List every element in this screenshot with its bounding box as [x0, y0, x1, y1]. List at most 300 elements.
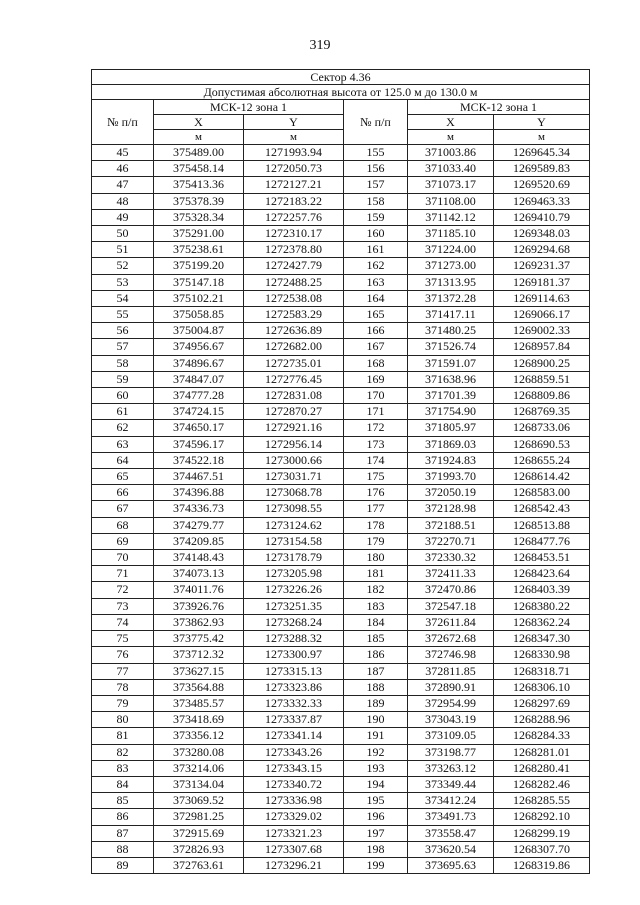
point-number-right: 178: [344, 517, 408, 533]
y-coordinate-right: 1268733.06: [494, 420, 590, 436]
point-number-right: 183: [344, 598, 408, 614]
x-coordinate-right: 371033.40: [408, 161, 494, 177]
point-number-left: 75: [92, 631, 154, 647]
x-coordinate-right: 371142.12: [408, 209, 494, 225]
y-coordinate-left: 1272050.73: [244, 161, 344, 177]
x-coordinate-left: 373564.88: [154, 679, 244, 695]
x-coordinate-right: 373620.54: [408, 841, 494, 857]
point-number-right: 188: [344, 679, 408, 695]
table-row: [92, 226, 590, 242]
x-coordinate-right: 372746.98: [408, 647, 494, 663]
x-coordinate-right: 373349.44: [408, 776, 494, 792]
y-coordinate-right: 1268614.42: [494, 469, 590, 485]
y-coordinate-right: 1269294.68: [494, 242, 590, 258]
table-row: [92, 209, 590, 225]
x-coordinate-right: 371480.25: [408, 323, 494, 339]
table-row: [92, 712, 590, 728]
point-number-left: 59: [92, 371, 154, 387]
x-coordinate-left: 373069.52: [154, 793, 244, 809]
x-coordinate-right: 372128.98: [408, 501, 494, 517]
y-coordinate-left: 1273251.35: [244, 598, 344, 614]
point-number-left: 67: [92, 501, 154, 517]
coordinates-table: [91, 69, 590, 874]
table-row: [92, 614, 590, 630]
table-row: [92, 663, 590, 679]
y-coordinate-left: 1272735.01: [244, 355, 344, 371]
point-number-left: 45: [92, 145, 154, 161]
table-row: [92, 647, 590, 663]
point-number-left: 82: [92, 744, 154, 760]
x-coordinate-right: 371924.83: [408, 452, 494, 468]
point-number-right: 173: [344, 436, 408, 452]
y-coordinate-right: 1268583.00: [494, 485, 590, 501]
point-number-left: 63: [92, 436, 154, 452]
table-row: [92, 436, 590, 452]
x-coordinate-left: 374279.77: [154, 517, 244, 533]
x-coordinate-left: 375058.85: [154, 307, 244, 323]
y-coordinate-right: 1268307.70: [494, 841, 590, 857]
y-coordinate-left: 1273154.58: [244, 533, 344, 549]
x-coordinate-left: 373356.12: [154, 728, 244, 744]
y-coordinate-right: 1269066.17: [494, 307, 590, 323]
x-coordinate-left: 373418.69: [154, 712, 244, 728]
x-coordinate-left: 373134.04: [154, 776, 244, 792]
x-coordinate-right: 373558.47: [408, 825, 494, 841]
y-coordinate-left: 1273329.02: [244, 809, 344, 825]
table-row: [92, 744, 590, 760]
y-coordinate-right: 1268306.10: [494, 679, 590, 695]
table-row: [92, 857, 590, 873]
x-coordinate-right: 371224.00: [408, 242, 494, 258]
y-coordinate-right: 1268859.51: [494, 371, 590, 387]
table-row: [92, 695, 590, 711]
y-coordinate-left: 1273226.26: [244, 582, 344, 598]
point-number-right: 176: [344, 485, 408, 501]
x-coordinate-left: 373862.93: [154, 614, 244, 630]
y-coordinate-left: 1273124.62: [244, 517, 344, 533]
x-coordinate-right: 371417.11: [408, 307, 494, 323]
x-coordinate-left: 374847.07: [154, 371, 244, 387]
y-coordinate-right: 1268330.98: [494, 647, 590, 663]
x-coordinate-right: 372811.85: [408, 663, 494, 679]
table-row: [92, 177, 590, 193]
point-number-left: 71: [92, 566, 154, 582]
x-coordinate-right: 372547.18: [408, 598, 494, 614]
table-row: [92, 145, 590, 161]
x-coordinate-right: 373695.63: [408, 857, 494, 873]
left-y-unit: м: [244, 130, 344, 145]
point-number-right: 156: [344, 161, 408, 177]
table-row: [92, 274, 590, 290]
x-coordinate-right: 371526.74: [408, 339, 494, 355]
x-coordinate-left: 373926.76: [154, 598, 244, 614]
y-coordinate-right: 1268513.88: [494, 517, 590, 533]
point-number-right: 175: [344, 469, 408, 485]
x-coordinate-left: 375328.34: [154, 209, 244, 225]
x-coordinate-left: 375489.00: [154, 145, 244, 161]
right-system-header: МСК-12 зона 1: [408, 100, 590, 115]
point-number-left: 64: [92, 452, 154, 468]
right-y-unit: м: [494, 130, 590, 145]
x-coordinate-left: 375413.36: [154, 177, 244, 193]
point-number-right: 192: [344, 744, 408, 760]
point-number-left: 55: [92, 307, 154, 323]
y-coordinate-right: 1268292.10: [494, 809, 590, 825]
table-row: [92, 631, 590, 647]
x-coordinate-left: 373712.32: [154, 647, 244, 663]
point-number-left: 76: [92, 647, 154, 663]
point-number-left: 46: [92, 161, 154, 177]
point-number-right: 172: [344, 420, 408, 436]
point-number-left: 68: [92, 517, 154, 533]
point-number-right: 182: [344, 582, 408, 598]
y-coordinate-left: 1273323.86: [244, 679, 344, 695]
x-coordinate-left: 374073.13: [154, 566, 244, 582]
table-row: [92, 161, 590, 177]
point-number-right: 185: [344, 631, 408, 647]
point-number-right: 158: [344, 193, 408, 209]
point-number-left: 74: [92, 614, 154, 630]
y-coordinate-left: 1273288.32: [244, 631, 344, 647]
y-coordinate-left: 1273343.26: [244, 744, 344, 760]
point-number-left: 50: [92, 226, 154, 242]
point-number-left: 52: [92, 258, 154, 274]
point-number-left: 79: [92, 695, 154, 711]
point-number-left: 62: [92, 420, 154, 436]
table-row: [92, 388, 590, 404]
x-coordinate-right: 372050.19: [408, 485, 494, 501]
y-coordinate-left: 1272183.22: [244, 193, 344, 209]
y-coordinate-right: 1268297.69: [494, 695, 590, 711]
y-coordinate-left: 1273268.24: [244, 614, 344, 630]
x-coordinate-right: 372890.91: [408, 679, 494, 695]
x-coordinate-left: 374956.67: [154, 339, 244, 355]
point-number-right: 163: [344, 274, 408, 290]
x-coordinate-right: 371638.96: [408, 371, 494, 387]
y-coordinate-right: 1268423.64: [494, 566, 590, 582]
left-number-header: № п/п: [92, 100, 154, 145]
point-number-right: 171: [344, 404, 408, 420]
x-coordinate-right: 373263.12: [408, 760, 494, 776]
page-number: 319: [309, 38, 331, 53]
x-coordinate-left: 372763.61: [154, 857, 244, 873]
right-x-unit: м: [408, 130, 494, 145]
x-coordinate-right: 371313.95: [408, 274, 494, 290]
x-coordinate-right: 371108.00: [408, 193, 494, 209]
point-number-right: 198: [344, 841, 408, 857]
x-coordinate-left: 373214.06: [154, 760, 244, 776]
y-coordinate-right: 1268288.96: [494, 712, 590, 728]
x-coordinate-left: 373280.08: [154, 744, 244, 760]
x-coordinate-left: 372981.25: [154, 809, 244, 825]
table-row: [92, 582, 590, 598]
point-number-right: 197: [344, 825, 408, 841]
point-number-right: 170: [344, 388, 408, 404]
point-number-left: 66: [92, 485, 154, 501]
point-number-right: 162: [344, 258, 408, 274]
table-row: [92, 517, 590, 533]
x-coordinate-left: 373485.57: [154, 695, 244, 711]
y-coordinate-right: 1268285.55: [494, 793, 590, 809]
x-coordinate-right: 373198.77: [408, 744, 494, 760]
table-row: [92, 452, 590, 468]
table-row: [92, 776, 590, 792]
point-number-right: 166: [344, 323, 408, 339]
point-number-right: 184: [344, 614, 408, 630]
y-coordinate-left: 1273098.55: [244, 501, 344, 517]
table-row: [92, 550, 590, 566]
y-coordinate-right: 1268809.86: [494, 388, 590, 404]
y-coordinate-right: 1269645.34: [494, 145, 590, 161]
table-row: [92, 501, 590, 517]
x-coordinate-right: 372330.32: [408, 550, 494, 566]
y-coordinate-left: 1273340.72: [244, 776, 344, 792]
x-coordinate-left: 375291.00: [154, 226, 244, 242]
point-number-left: 51: [92, 242, 154, 258]
y-coordinate-right: 1269002.33: [494, 323, 590, 339]
y-coordinate-right: 1269114.63: [494, 290, 590, 306]
table-row: [92, 420, 590, 436]
x-coordinate-left: 373627.15: [154, 663, 244, 679]
y-coordinate-right: 1268282.46: [494, 776, 590, 792]
left-system-header: МСК-12 зона 1: [154, 100, 344, 115]
sector-title: Сектор 4.36: [92, 70, 590, 85]
point-number-right: 190: [344, 712, 408, 728]
point-number-right: 155: [344, 145, 408, 161]
y-coordinate-left: 1272378.80: [244, 242, 344, 258]
x-coordinate-right: 371372.28: [408, 290, 494, 306]
x-coordinate-right: 371273.00: [408, 258, 494, 274]
x-coordinate-left: 375102.21: [154, 290, 244, 306]
point-number-right: 187: [344, 663, 408, 679]
point-number-right: 177: [344, 501, 408, 517]
y-coordinate-right: 1268690.53: [494, 436, 590, 452]
left-x-header: X: [154, 115, 244, 130]
y-coordinate-right: 1269181.37: [494, 274, 590, 290]
y-coordinate-right: 1268380.22: [494, 598, 590, 614]
point-number-right: 164: [344, 290, 408, 306]
point-number-left: 87: [92, 825, 154, 841]
y-coordinate-right: 1269231.37: [494, 258, 590, 274]
point-number-left: 80: [92, 712, 154, 728]
table-row: [92, 793, 590, 809]
point-number-left: 72: [92, 582, 154, 598]
y-coordinate-right: 1268900.25: [494, 355, 590, 371]
point-number-left: 69: [92, 533, 154, 549]
y-coordinate-right: 1268957.84: [494, 339, 590, 355]
y-coordinate-left: 1272831.08: [244, 388, 344, 404]
y-coordinate-right: 1268769.35: [494, 404, 590, 420]
point-number-left: 60: [92, 388, 154, 404]
x-coordinate-left: 373775.42: [154, 631, 244, 647]
y-coordinate-right: 1268453.51: [494, 550, 590, 566]
left-y-header: Y: [244, 115, 344, 130]
x-coordinate-right: 371701.39: [408, 388, 494, 404]
y-coordinate-left: 1272127.21: [244, 177, 344, 193]
table-row: [92, 469, 590, 485]
point-number-right: 196: [344, 809, 408, 825]
point-number-right: 194: [344, 776, 408, 792]
y-coordinate-left: 1273336.98: [244, 793, 344, 809]
point-number-right: 169: [344, 371, 408, 387]
point-number-right: 180: [344, 550, 408, 566]
x-coordinate-left: 372826.93: [154, 841, 244, 857]
table-row: [92, 323, 590, 339]
y-coordinate-right: 1269520.69: [494, 177, 590, 193]
point-number-left: 84: [92, 776, 154, 792]
x-coordinate-right: 373043.19: [408, 712, 494, 728]
y-coordinate-left: 1272956.14: [244, 436, 344, 452]
point-number-left: 78: [92, 679, 154, 695]
x-coordinate-right: 372954.99: [408, 695, 494, 711]
point-number-right: 195: [344, 793, 408, 809]
x-coordinate-right: 372188.51: [408, 517, 494, 533]
y-coordinate-left: 1273300.97: [244, 647, 344, 663]
x-coordinate-right: 371073.17: [408, 177, 494, 193]
x-coordinate-left: 374011.76: [154, 582, 244, 598]
point-number-right: 191: [344, 728, 408, 744]
x-coordinate-left: 374522.18: [154, 452, 244, 468]
y-coordinate-left: 1272682.00: [244, 339, 344, 355]
x-coordinate-left: 374650.17: [154, 420, 244, 436]
point-number-right: 165: [344, 307, 408, 323]
y-coordinate-left: 1273315.13: [244, 663, 344, 679]
table-row: [92, 533, 590, 549]
y-coordinate-right: 1268542.43: [494, 501, 590, 517]
point-number-left: 54: [92, 290, 154, 306]
point-number-right: 159: [344, 209, 408, 225]
x-coordinate-left: 374336.73: [154, 501, 244, 517]
x-coordinate-left: 374148.43: [154, 550, 244, 566]
table-row: [92, 809, 590, 825]
point-number-left: 58: [92, 355, 154, 371]
x-coordinate-right: 371591.07: [408, 355, 494, 371]
y-coordinate-right: 1268299.19: [494, 825, 590, 841]
table-row: [92, 825, 590, 841]
point-number-left: 85: [92, 793, 154, 809]
table-row: [92, 307, 590, 323]
x-coordinate-left: 375378.39: [154, 193, 244, 209]
y-coordinate-left: 1272921.16: [244, 420, 344, 436]
x-coordinate-right: 372270.71: [408, 533, 494, 549]
table-row: [92, 258, 590, 274]
x-coordinate-right: 371754.90: [408, 404, 494, 420]
point-number-right: 161: [344, 242, 408, 258]
table-row: [92, 598, 590, 614]
y-coordinate-left: 1273341.14: [244, 728, 344, 744]
y-coordinate-left: 1272538.08: [244, 290, 344, 306]
x-coordinate-left: 375238.61: [154, 242, 244, 258]
y-coordinate-right: 1268281.01: [494, 744, 590, 760]
x-coordinate-right: 373491.73: [408, 809, 494, 825]
y-coordinate-left: 1273000.66: [244, 452, 344, 468]
table-row: [92, 290, 590, 306]
point-number-right: 181: [344, 566, 408, 582]
x-coordinate-left: 374777.28: [154, 388, 244, 404]
x-coordinate-right: 373412.24: [408, 793, 494, 809]
x-coordinate-left: 374596.17: [154, 436, 244, 452]
point-number-left: 61: [92, 404, 154, 420]
table-row: [92, 193, 590, 209]
y-coordinate-right: 1268319.86: [494, 857, 590, 873]
table-row: [92, 760, 590, 776]
point-number-right: 179: [344, 533, 408, 549]
x-coordinate-left: 375458.14: [154, 161, 244, 177]
x-coordinate-right: 373109.05: [408, 728, 494, 744]
point-number-left: 89: [92, 857, 154, 873]
y-coordinate-left: 1272870.27: [244, 404, 344, 420]
point-number-left: 77: [92, 663, 154, 679]
x-coordinate-left: 374396.88: [154, 485, 244, 501]
x-coordinate-right: 371805.97: [408, 420, 494, 436]
x-coordinate-left: 375147.18: [154, 274, 244, 290]
y-coordinate-left: 1273321.23: [244, 825, 344, 841]
point-number-right: 167: [344, 339, 408, 355]
table-row: [92, 679, 590, 695]
table-row: [92, 728, 590, 744]
y-coordinate-right: 1268318.71: [494, 663, 590, 679]
x-coordinate-right: 371869.03: [408, 436, 494, 452]
x-coordinate-left: 375004.87: [154, 323, 244, 339]
x-coordinate-right: 371993.70: [408, 469, 494, 485]
x-coordinate-right: 372470.86: [408, 582, 494, 598]
y-coordinate-left: 1272488.25: [244, 274, 344, 290]
point-number-right: 186: [344, 647, 408, 663]
point-number-right: 157: [344, 177, 408, 193]
x-coordinate-right: 372672.68: [408, 631, 494, 647]
altitude-range-subtitle: Допустимая абсолютная высота от 125.0 м до 130.0 м: [92, 85, 590, 100]
y-coordinate-right: 1268403.39: [494, 582, 590, 598]
point-number-left: 73: [92, 598, 154, 614]
right-number-header: № п/п: [344, 100, 408, 145]
point-number-right: 168: [344, 355, 408, 371]
y-coordinate-left: 1273337.87: [244, 712, 344, 728]
table-row: [92, 404, 590, 420]
y-coordinate-right: 1269348.03: [494, 226, 590, 242]
point-number-left: 81: [92, 728, 154, 744]
point-number-right: 160: [344, 226, 408, 242]
x-coordinate-left: 372915.69: [154, 825, 244, 841]
y-coordinate-left: 1272310.17: [244, 226, 344, 242]
x-coordinate-left: 374724.15: [154, 404, 244, 420]
y-coordinate-left: 1273343.15: [244, 760, 344, 776]
y-coordinate-left: 1273205.98: [244, 566, 344, 582]
y-coordinate-right: 1268477.76: [494, 533, 590, 549]
point-number-left: 53: [92, 274, 154, 290]
y-coordinate-left: 1273068.78: [244, 485, 344, 501]
y-coordinate-right: 1268362.24: [494, 614, 590, 630]
y-coordinate-right: 1269589.83: [494, 161, 590, 177]
x-coordinate-left: 374896.67: [154, 355, 244, 371]
y-coordinate-right: 1268280.41: [494, 760, 590, 776]
table-row: [92, 339, 590, 355]
x-coordinate-left: 375199.20: [154, 258, 244, 274]
y-coordinate-left: 1273031.71: [244, 469, 344, 485]
y-coordinate-right: 1268284.33: [494, 728, 590, 744]
table-row: [92, 242, 590, 258]
table-row: [92, 355, 590, 371]
left-x-unit: м: [154, 130, 244, 145]
point-number-right: 199: [344, 857, 408, 873]
point-number-left: 83: [92, 760, 154, 776]
x-coordinate-right: 372411.33: [408, 566, 494, 582]
y-coordinate-left: 1272257.76: [244, 209, 344, 225]
y-coordinate-left: 1272776.45: [244, 371, 344, 387]
point-number-left: 47: [92, 177, 154, 193]
point-number-left: 88: [92, 841, 154, 857]
point-number-left: 65: [92, 469, 154, 485]
y-coordinate-right: 1269410.79: [494, 209, 590, 225]
